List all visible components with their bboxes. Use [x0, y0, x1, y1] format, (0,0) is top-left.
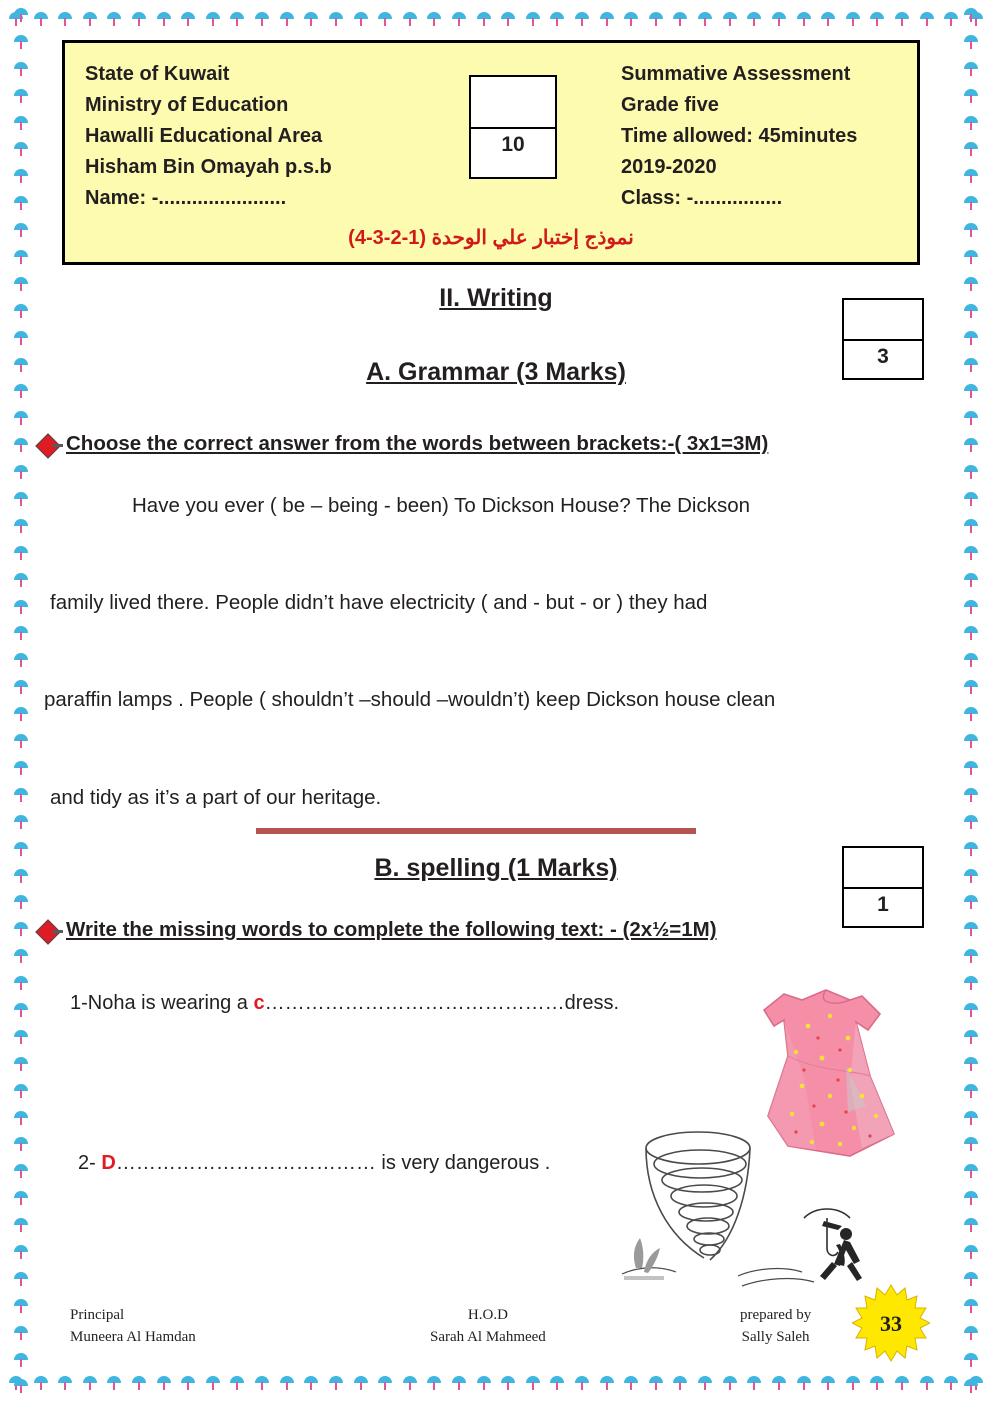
umbrella-icon	[13, 1377, 29, 1395]
writing-section-title: II. Writing	[439, 284, 553, 312]
umbrella-icon	[599, 1374, 615, 1392]
umbrella-icon	[963, 114, 979, 132]
umbrella-icon	[963, 167, 979, 185]
page-number-badge	[852, 1284, 930, 1362]
umbrella-icon	[963, 1351, 979, 1369]
total-mark-box	[469, 75, 557, 179]
umbrella-icon	[963, 813, 979, 831]
umbrella-icon	[963, 382, 979, 400]
umbrella-icon	[13, 1028, 29, 1046]
umbrella-icon	[13, 1109, 29, 1127]
exam-info-block	[621, 59, 857, 214]
spelling-mark-box	[842, 846, 924, 928]
umbrella-icon	[963, 356, 979, 374]
spelling-item-2-hint: D	[101, 1152, 116, 1174]
umbrella-icon	[13, 382, 29, 400]
umbrella-icon	[894, 1374, 910, 1392]
spelling-instruction: Write the missing words to complete the following text: - (2x½=1M)	[66, 918, 717, 941]
umbrella-icon	[13, 436, 29, 454]
umbrella-icon	[697, 1374, 713, 1392]
exam-header-box	[62, 40, 920, 265]
umbrella-icon	[82, 1374, 98, 1392]
umbrella-icon	[13, 60, 29, 78]
umbrella-icon	[963, 1243, 979, 1261]
diamond-bullet-icon-2	[36, 922, 62, 942]
spelling-item-2-blank[interactable]: …………………………………	[115, 1152, 376, 1174]
umbrella-icon	[963, 893, 979, 911]
writing-mark-divider	[844, 339, 922, 341]
spelling-item-1-after: dress.	[564, 992, 620, 1014]
umbrella-icon	[13, 194, 29, 212]
umbrella-icon	[13, 571, 29, 589]
umbrella-icon	[963, 248, 979, 266]
umbrella-icon	[13, 920, 29, 938]
umbrella-icon	[13, 947, 29, 965]
umbrella-icon	[8, 1374, 24, 1392]
umbrella-icon	[303, 1374, 319, 1392]
umbrella-icon	[963, 947, 979, 965]
umbrella-icon	[451, 1374, 467, 1392]
grammar-text-line-2: family lived there. People didn’t have electricity ( and - but - or ) they had	[50, 591, 708, 614]
umbrella-icon	[13, 732, 29, 750]
umbrella-icon	[963, 678, 979, 696]
umbrella-icon	[963, 598, 979, 616]
spelling-item-1-before: Noha is wearing a	[87, 992, 254, 1014]
umbrella-icon	[722, 1374, 738, 1392]
umbrella-icon	[963, 275, 979, 293]
umbrella-icon	[963, 759, 979, 777]
school-info-line-4: Hisham Bin Omayah p.s.b	[85, 156, 332, 178]
umbrella-icon	[549, 1374, 565, 1392]
footer-principal-name: Muneera Al Hamdan	[70, 1329, 196, 1345]
student-class-field[interactable]: Class: -................	[621, 187, 783, 209]
arabic-exam-title: نموذج إختبار علي الوحدة (1-2-3-4)	[348, 227, 634, 249]
umbrella-icon	[13, 140, 29, 158]
section-divider-rule	[256, 828, 696, 834]
umbrella-icon	[963, 1189, 979, 1207]
umbrella-icon	[13, 598, 29, 616]
footer-prepared-label: prepared by	[740, 1307, 812, 1323]
umbrella-icon	[845, 1374, 861, 1392]
umbrella-icon	[13, 786, 29, 804]
exam-info-line-4: 2019-2020	[621, 156, 717, 178]
umbrella-icon	[500, 1374, 516, 1392]
umbrella-icon	[426, 1374, 442, 1392]
umbrella-icon	[963, 1297, 979, 1315]
umbrella-icon	[963, 705, 979, 723]
grammar-text-line-1: Have you ever ( be – being - been) To Dickson House? The Dickson	[132, 494, 750, 517]
exam-info-line-2: Grade five	[621, 94, 719, 116]
umbrella-icon	[13, 167, 29, 185]
umbrella-icon	[963, 1028, 979, 1046]
umbrella-icon	[13, 1351, 29, 1369]
umbrella-icon	[254, 1374, 270, 1392]
umbrella-icon	[963, 33, 979, 51]
umbrella-icon	[968, 1374, 984, 1392]
umbrella-icon	[574, 1374, 590, 1392]
grammar-instruction: Choose the correct answer from the words between brackets:-( 3x1=3M)	[66, 432, 769, 455]
umbrella-icon	[13, 1162, 29, 1180]
diamond-bullet-icon	[36, 436, 62, 456]
footer-prepared-by	[740, 1304, 811, 1348]
umbrella-icon	[279, 1374, 295, 1392]
umbrella-icon	[771, 1374, 787, 1392]
spelling-mark-divider	[844, 887, 922, 889]
umbrella-icon	[963, 436, 979, 454]
umbrella-icon	[963, 490, 979, 508]
grammar-text-line-4: and tidy as it’s a part of our heritage.	[50, 786, 382, 809]
grammar-section-title: A. Grammar (3 Marks)	[366, 358, 626, 386]
school-info-line-1: State of Kuwait	[85, 63, 230, 85]
umbrella-icon	[968, 10, 984, 28]
umbrella-icon	[13, 705, 29, 723]
umbrella-icon	[963, 140, 979, 158]
umbrella-icon	[820, 1374, 836, 1392]
umbrella-icon	[13, 1189, 29, 1207]
umbrella-icon	[13, 302, 29, 320]
umbrella-icon	[525, 1374, 541, 1392]
umbrella-icon	[13, 1243, 29, 1261]
school-info-block	[85, 59, 332, 214]
umbrella-icon	[13, 1216, 29, 1234]
umbrella-icon	[963, 6, 979, 24]
umbrella-icon	[13, 1324, 29, 1342]
umbrella-icon	[963, 867, 979, 885]
umbrella-icon	[13, 490, 29, 508]
umbrella-icon	[13, 1297, 29, 1315]
student-name-field[interactable]: Name: -.......................	[85, 187, 287, 209]
footer-hod-name: Sarah Al Mahmeed	[430, 1329, 546, 1345]
spelling-item-2[interactable]	[78, 1152, 550, 1175]
umbrella-icon	[963, 329, 979, 347]
umbrella-icon	[13, 678, 29, 696]
umbrella-icon	[963, 732, 979, 750]
tornado-illustration	[588, 1126, 918, 1301]
umbrella-icon	[13, 974, 29, 992]
footer-principal-label: Principal	[70, 1307, 125, 1323]
umbrella-icon	[13, 463, 29, 481]
umbrella-icon	[476, 1374, 492, 1392]
umbrella-icon	[13, 221, 29, 239]
umbrella-icon	[180, 1374, 196, 1392]
umbrella-icon	[963, 1055, 979, 1073]
umbrella-icon	[13, 1082, 29, 1100]
exam-info-line-3: Time allowed: 45minutes	[621, 125, 858, 147]
total-mark-value: 10	[501, 133, 525, 156]
umbrella-icon	[13, 867, 29, 885]
umbrella-icon	[963, 1324, 979, 1342]
umbrella-icon	[672, 1374, 688, 1392]
umbrella-icon	[963, 1135, 979, 1153]
umbrella-icon	[106, 1374, 122, 1392]
border-col-left	[8, 6, 34, 1396]
spelling-item-1-number: 1-	[70, 992, 88, 1014]
footer-prepared-name: Sally Saleh	[741, 1329, 810, 1345]
umbrella-icon	[13, 517, 29, 535]
grammar-text-line-3: paraffin lamps . People ( shouldn’t –should –wouldn’t) keep Dickson house clean	[44, 688, 776, 711]
umbrella-icon	[963, 221, 979, 239]
umbrella-icon	[353, 1374, 369, 1392]
spelling-item-1-blank[interactable]: ………………………………………	[264, 992, 565, 1014]
umbrella-icon	[963, 840, 979, 858]
umbrella-icon	[963, 544, 979, 562]
umbrella-icon	[963, 1082, 979, 1100]
exam-info-line-1: Summative Assessment	[621, 63, 851, 85]
umbrella-icon	[205, 1374, 221, 1392]
umbrella-icon	[963, 920, 979, 938]
umbrella-icon	[13, 114, 29, 132]
umbrella-icon	[13, 356, 29, 374]
umbrella-icon	[963, 1001, 979, 1019]
umbrella-icon	[13, 6, 29, 24]
total-mark-divider	[471, 127, 555, 129]
umbrella-icon	[13, 33, 29, 51]
page-content	[40, 26, 952, 1376]
spelling-item-2-after: is very dangerous .	[375, 1152, 551, 1174]
umbrella-icon	[402, 1374, 418, 1392]
umbrella-icon	[648, 1374, 664, 1392]
umbrella-icon	[963, 1216, 979, 1234]
umbrella-icon	[963, 1162, 979, 1180]
umbrella-icon	[156, 1374, 172, 1392]
umbrella-icon	[13, 1055, 29, 1073]
umbrella-icon	[963, 651, 979, 669]
umbrella-icon	[919, 1374, 935, 1392]
footer-hod-label: H.O.D	[467, 1307, 508, 1323]
umbrella-icon	[13, 651, 29, 669]
page-number-value: 33	[880, 1311, 902, 1336]
umbrella-icon	[796, 1374, 812, 1392]
umbrella-icon	[13, 275, 29, 293]
umbrella-icon	[57, 1374, 73, 1392]
umbrella-icon	[229, 1374, 245, 1392]
umbrella-icon	[13, 248, 29, 266]
umbrella-icon	[963, 60, 979, 78]
umbrella-icon	[13, 1135, 29, 1153]
umbrella-icon	[13, 624, 29, 642]
school-info-line-3: Hawalli Educational Area	[85, 125, 323, 147]
umbrella-icon	[963, 624, 979, 642]
writing-mark-value: 3	[877, 345, 889, 368]
umbrella-icon	[746, 1374, 762, 1392]
umbrella-icon	[963, 1109, 979, 1127]
umbrella-icon	[943, 1374, 959, 1392]
umbrella-icon	[963, 302, 979, 320]
spelling-item-1[interactable]	[70, 992, 619, 1015]
footer-principal	[70, 1304, 196, 1348]
spelling-mark-value: 1	[877, 893, 889, 916]
umbrella-icon	[13, 759, 29, 777]
umbrella-icon	[131, 1374, 147, 1392]
spelling-item-1-hint: c	[253, 992, 265, 1014]
umbrella-icon	[13, 329, 29, 347]
umbrella-icon	[869, 1374, 885, 1392]
umbrella-icon	[13, 813, 29, 831]
umbrella-icon	[8, 10, 24, 28]
umbrella-icon	[623, 1374, 639, 1392]
umbrella-icon	[963, 194, 979, 212]
umbrella-icon	[963, 409, 979, 427]
footer-hod	[430, 1304, 546, 1348]
umbrella-icon	[963, 87, 979, 105]
umbrella-icon	[328, 1374, 344, 1392]
umbrella-icon	[13, 840, 29, 858]
umbrella-icon	[13, 1001, 29, 1019]
spelling-item-2-number: 2-	[78, 1152, 96, 1174]
umbrella-icon	[13, 544, 29, 562]
umbrella-icon	[963, 571, 979, 589]
umbrella-icon	[377, 1374, 393, 1392]
spelling-section-title: B. spelling (1 Marks)	[374, 854, 618, 882]
umbrella-icon	[963, 1377, 979, 1395]
umbrella-icon	[963, 517, 979, 535]
border-col-right	[958, 6, 984, 1396]
umbrella-icon	[963, 463, 979, 481]
umbrella-icon	[963, 786, 979, 804]
umbrella-icon	[963, 974, 979, 992]
umbrella-icon	[13, 893, 29, 911]
umbrella-icon	[33, 1374, 49, 1392]
umbrella-icon	[963, 1270, 979, 1288]
umbrella-icon	[13, 87, 29, 105]
umbrella-icon	[13, 1270, 29, 1288]
umbrella-icon	[13, 409, 29, 427]
school-info-line-2: Ministry of Education	[85, 94, 289, 116]
